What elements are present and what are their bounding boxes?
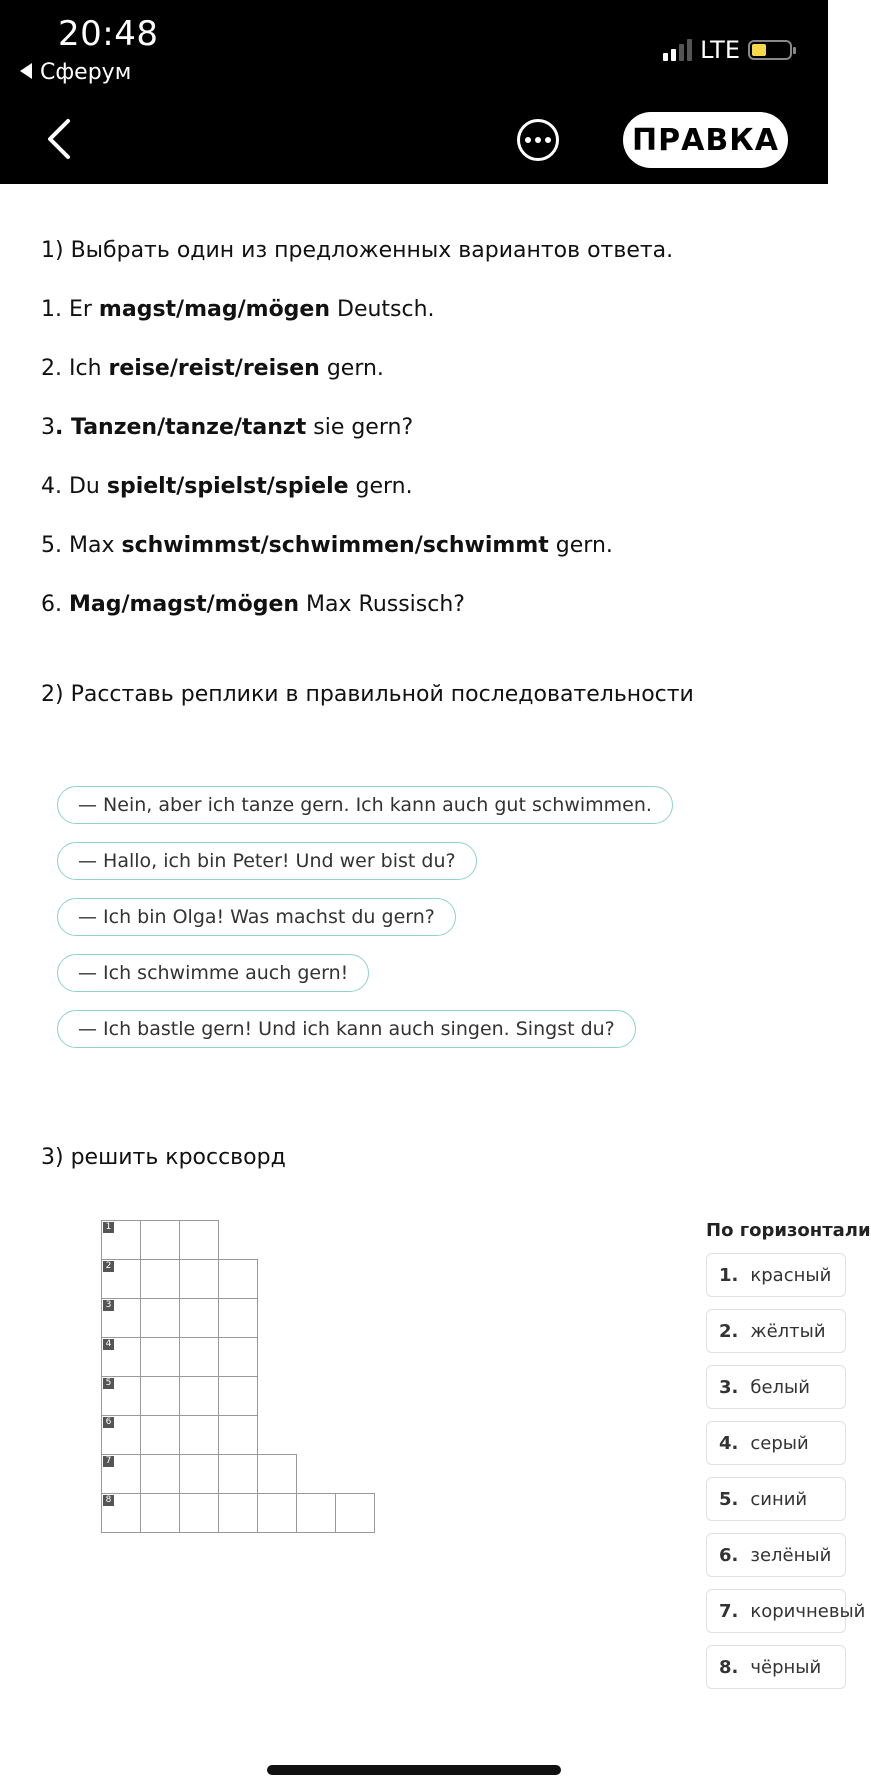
back-chevron-icon[interactable] (44, 118, 74, 160)
crossword-cell[interactable] (140, 1259, 180, 1299)
reply-chip[interactable]: — Hallo, ich bin Peter! Und wer bist du? (57, 842, 477, 880)
status-indicators (663, 36, 792, 64)
crossword-number: 7 (103, 1456, 114, 1467)
task1-item: 2. Ich reise/reist/reisen gern. (41, 356, 384, 381)
crossword-cell[interactable] (101, 1376, 141, 1416)
task2-title: 2) Расставь реплики в правильной последовательности (41, 682, 694, 707)
clue-item: 6. зелёный (706, 1533, 846, 1577)
clues-title: По горизонтали (706, 1220, 871, 1241)
crossword-cell[interactable] (140, 1415, 180, 1455)
reply-chip[interactable]: — Ich bin Olga! Was machst du gern? (57, 898, 456, 936)
clue-item: 4. серый (706, 1421, 846, 1465)
crossword-cell[interactable] (179, 1220, 219, 1260)
crossword-number: 5 (103, 1378, 114, 1389)
crossword-cell[interactable] (140, 1220, 180, 1260)
crossword-number: 6 (103, 1417, 114, 1428)
crossword-cell[interactable] (101, 1298, 141, 1338)
crossword-cell[interactable] (179, 1376, 219, 1416)
crossword-cell[interactable] (218, 1376, 258, 1416)
task1-item: 3. Tanzen/tanze/tanzt sie gern? (41, 415, 414, 440)
clue-item: 3. белый (706, 1365, 846, 1409)
crossword-number: 4 (103, 1339, 114, 1350)
crossword-cell[interactable] (257, 1454, 297, 1494)
crossword-cell[interactable] (296, 1493, 336, 1533)
crossword-cell[interactable] (179, 1454, 219, 1494)
crossword-cell[interactable] (218, 1337, 258, 1377)
crossword-number: 8 (103, 1495, 114, 1506)
top-bar (0, 0, 828, 184)
task1-item: 5. Max schwimmst/schwimmen/schwimmt gern. (41, 533, 613, 558)
crossword-cell[interactable] (257, 1493, 297, 1533)
back-to-app-link[interactable] (20, 60, 131, 85)
crossword-cell[interactable] (140, 1337, 180, 1377)
crossword-cell[interactable] (101, 1220, 141, 1260)
edit-button[interactable]: ПРАВКА (623, 112, 788, 168)
crossword-cell[interactable] (101, 1259, 141, 1299)
crossword-cell[interactable] (218, 1298, 258, 1338)
clue-item: 7. коричневый (706, 1589, 846, 1633)
crossword-cell[interactable] (218, 1259, 258, 1299)
network-label: LTE (700, 36, 740, 64)
crossword-cell[interactable] (140, 1298, 180, 1338)
crossword-cell[interactable] (218, 1454, 258, 1494)
crossword-cell[interactable] (140, 1376, 180, 1416)
crossword-cell[interactable] (179, 1415, 219, 1455)
clue-item: 2. жёлтый (706, 1309, 846, 1353)
back-triangle-icon (20, 63, 32, 79)
crossword-cell[interactable] (101, 1415, 141, 1455)
task1-title: 1) Выбрать один из предложенных вариантов ответа. (41, 238, 674, 263)
crossword-cell[interactable] (101, 1337, 141, 1377)
crossword-cell[interactable] (218, 1493, 258, 1533)
reply-chip[interactable]: — Ich schwimme auch gern! (57, 954, 369, 992)
clue-item: 8. чёрный (706, 1645, 846, 1689)
crossword-cell[interactable] (140, 1493, 180, 1533)
status-time: 20:48 (58, 14, 159, 54)
home-indicator[interactable] (267, 1765, 561, 1775)
crossword-cell[interactable] (335, 1493, 375, 1533)
more-options-button[interactable] (517, 119, 559, 161)
reply-chip[interactable]: — Nein, aber ich tanze gern. Ich kann auch gut schwimmen. (57, 786, 673, 824)
crossword-cell[interactable] (140, 1454, 180, 1494)
crossword-cell[interactable] (101, 1454, 141, 1494)
signal-icon (663, 39, 692, 61)
clue-item: 5. синий (706, 1477, 846, 1521)
crossword-cell[interactable] (179, 1337, 219, 1377)
crossword-number: 2 (103, 1261, 114, 1272)
crossword-cell[interactable] (179, 1259, 219, 1299)
task1-item: 4. Du spielt/spielst/spiele gern. (41, 474, 413, 499)
task3-title: 3) решить кроссворд (41, 1145, 286, 1170)
battery-icon (748, 40, 792, 60)
crossword-cell[interactable] (179, 1298, 219, 1338)
crossword-number: 3 (103, 1300, 114, 1311)
back-app-label: Сферум (40, 60, 132, 85)
crossword-cell[interactable] (101, 1493, 141, 1533)
clue-item: 1. красный (706, 1253, 846, 1297)
reply-chip[interactable]: — Ich bastle gern! Und ich kann auch singen. Singst du? (57, 1010, 636, 1048)
crossword-number: 1 (103, 1222, 114, 1233)
task1-item: 6. Mag/magst/mögen Max Russisch? (41, 592, 465, 617)
task1-item: 1. Er magst/mag/mögen Deutsch. (41, 297, 435, 322)
crossword-cell[interactable] (179, 1493, 219, 1533)
crossword-cell[interactable] (218, 1415, 258, 1455)
